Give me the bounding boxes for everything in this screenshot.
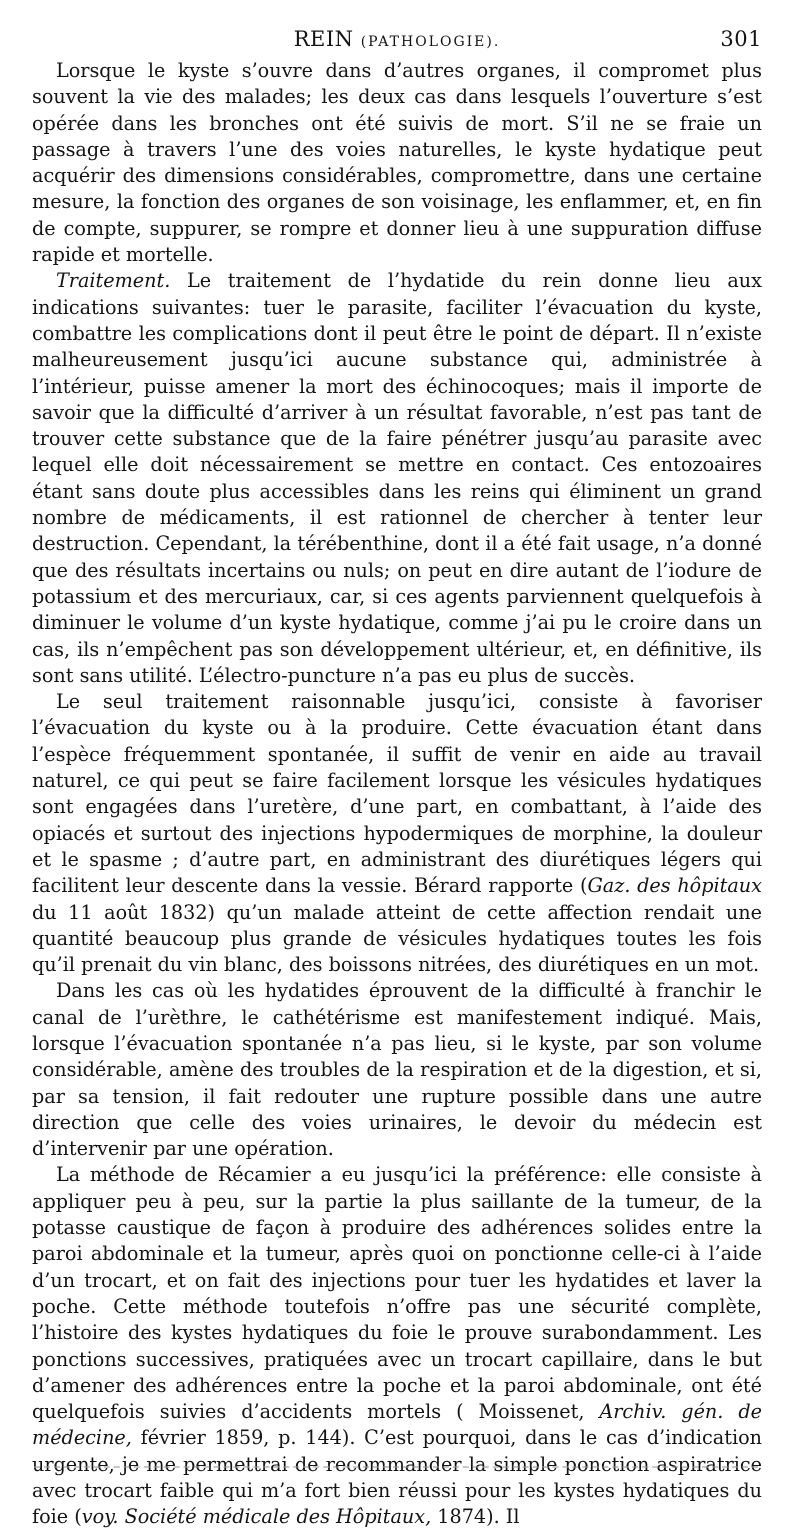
- citation-archiv-medecine: Archiv. gén. de médecine,: [32, 1400, 762, 1450]
- running-title-subtitle: (PATHOLOGIE).: [360, 34, 501, 50]
- citation-societe-medicale: voy. Société médicale des Hôpitaux,: [81, 1505, 432, 1529]
- paragraph-3-text-b: du 11 août 1832) qu’un malade atteint de cette affection rendait une quantité beaucoup plus grande de vésicules hydatiques toutes les fois qu’il prenait du vin blanc, des boissons nitrées, des diurétiques en un mot.: [32, 900, 762, 977]
- faint-bleedthrough-line: [34, 1466, 758, 1468]
- paragraph-2: [32, 268, 762, 689]
- citation-gaz-hopitaux: Gaz. des hôpitaux: [587, 874, 762, 898]
- running-header: [32, 26, 762, 52]
- paragraph-5: [32, 1162, 762, 1530]
- paragraph-3: [32, 689, 762, 978]
- paragraph-5-text-b: février 1859, p. 144). C’est pourquoi, dans le cas d’indication urgente, je me permettrai de recommander la simple ponction aspiratrice avec trocart faible qui m’a fort bien réussi pour les kystes hydatiques du foie (: [32, 1426, 762, 1529]
- paragraph-3-text-a: Le seul traitement raisonnable jusqu’ici, consiste à favoriser l’évacuation du kyste ou à la produire. Cette évacuation étant dans l’espèce fréquemment spontanée, il suffit de venir en aide au travail naturel, ce qui peut se faire facilement lorsque les vésicules hydatiques sont engagées dans l’uretère, d’une part, en combattant, à l’aide des opiacés et surtout des injections hypodermiques de morphine, la douleur et le spasme ; d’autre part, en administrant des diurétiques légers qui facilitent leur descente dans la vessie. Bérard rapporte (: [32, 690, 762, 898]
- page-number: 301: [720, 27, 762, 51]
- paragraph-5-text-c: 1874). Il: [431, 1505, 520, 1529]
- paragraph-2-text: Le traitement de l’hydatide du rein donne lieu aux indications suivantes: tuer le parasite, faciliter l’évacuation du kyste, combattre les complications dont il peut être le point de départ. Il n’existe malheureusement jusqu’ici aucune substance qui, administrée à l’intérieur, puisse amener la mort des échinocoques; mais il importe de savoir que la difficulté d’arriver à un résultat favorable, n’est pas tant de trouver cette substance que de la faire pénétrer jusqu’au parasite avec lequel elle doit nécessairement se mettre en contact. Ces entozoaires étant sans doute plus accessibles dans les reins qui éliminent un grand nombre de médicaments, il est rationnel de chercher à tenter leur destruction. Cependant, la térébenthine, dont il a été fait usage, n’a donné que des résultats incertains ou nuls; on peut en dire autant de l’iodure de potassium et des mercuriaux, car, si ces agents parviennent quelquefois à diminuer le volume d’un kyste hydatique, comme j’ai pu le croire dans un cas, ils n’empêchent pas son développement ultérieur, et, en définitive, ils sont sans utilité. L’électro-puncture n’a pas eu plus de succès.: [32, 269, 762, 687]
- section-label-traitement: Traitement.: [56, 269, 171, 293]
- running-title: [32, 26, 762, 55]
- paragraph-1: Lorsque le kyste s’ouvre dans d’autres organes, il compromet plus souvent la vie des malades; les deux cas dans lesquels l’ouverture s’est opérée dans les bronches ont été suivis de mort. S’il ne se fraie un passage à travers l’une des voies naturelles, le kyste hydatique peut acquérir des dimensions considérables, compromettre, dans une certaine mesure, la fonction des organes de son voisinage, les enflammer, et, en fin de compte, suppurer, se rompre et donner lieu à une suppuration diffuse rapide et mortelle.: [32, 59, 762, 267]
- paragraph-5-text-a: La méthode de Récamier a eu jusqu’ici la préférence: elle consiste à appliquer peu à peu, sur la partie la plus saillante de la tumeur, de la potasse caustique de façon à produire des adhérences solides entre la paroi abdominale et la tumeur, après quoi on ponctionne celle-ci à l’aide d’un trocart, et on fait des injections pour tuer les hydatides et laver la poche. Cette méthode toutefois n’offre pas une sécurité complète, l’histoire des kystes hydatiques du foie le prouve surabondamment. Les ponctions successives, pratiquées avec un trocart capillaire, dans le but d’amener des adhérences entre la poche et la paroi abdominale, ont été quelquefois suivies d’accidents mortels ( Moissenet,: [32, 1163, 762, 1424]
- book-page: [32, 26, 762, 1531]
- running-title-main: REIN: [293, 27, 354, 51]
- body-text: [32, 58, 762, 1531]
- paragraph-4: Dans les cas où les hydatides éprouvent de la difficulté à franchir le canal de l’urèthre, le cathétérisme est manifestement indiqué. Mais, lorsque l’évacuation spontanée n’a pas lieu, si le kyste, par son volume considérable, amène des troubles de la respiration et de la digestion, et si, par sa tension, il fait redouter une rupture possible dans une autre direction que celle des voies urinaires, le devoir du médecin est d’intervenir par une opération.: [32, 979, 762, 1161]
